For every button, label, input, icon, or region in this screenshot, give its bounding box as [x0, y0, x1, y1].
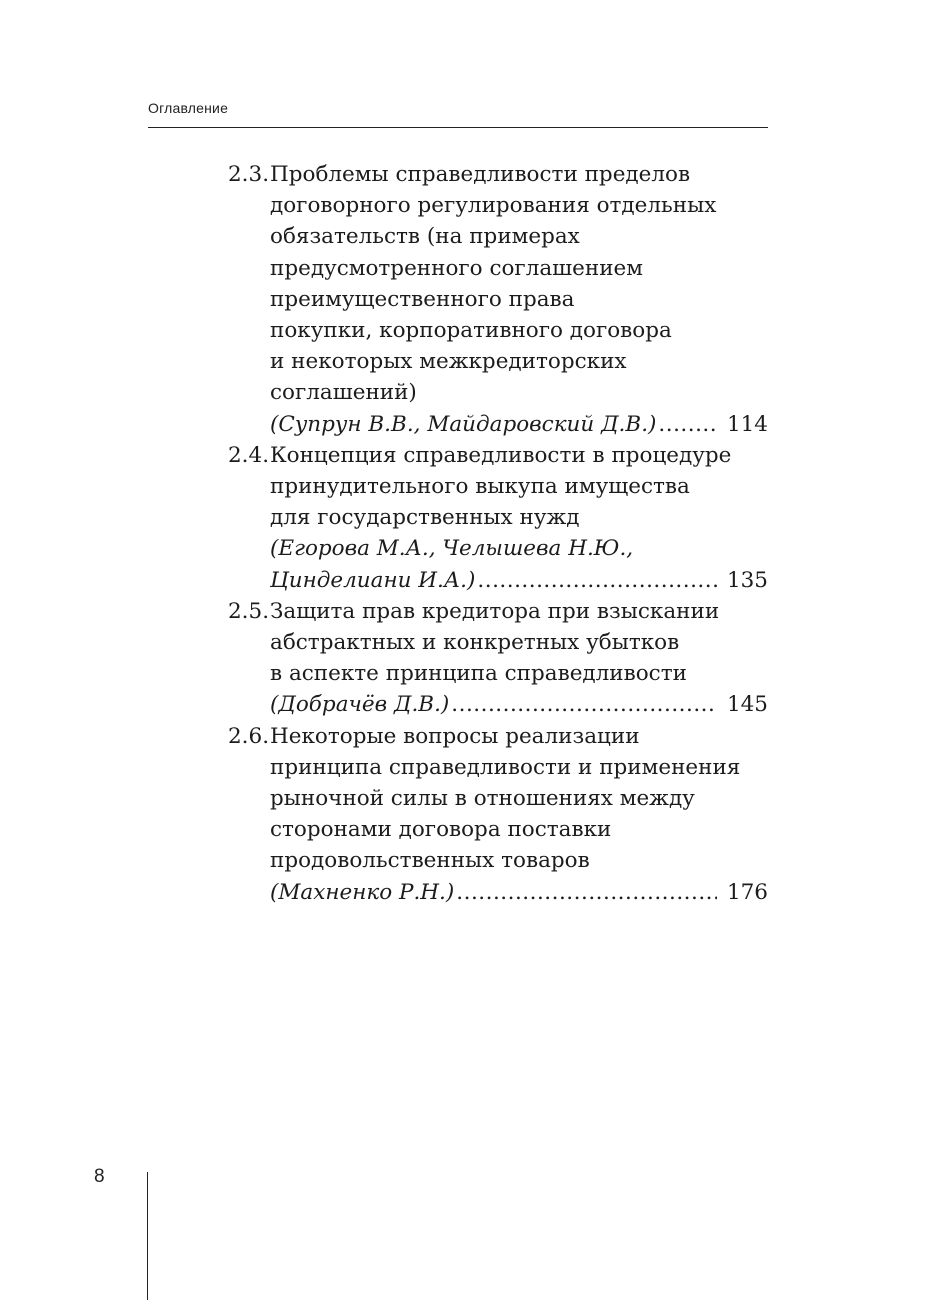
toc-entry-2-5[interactable] [228, 596, 768, 721]
dot-leader [658, 409, 717, 440]
toc-entry-page[interactable]: 176 [726, 879, 768, 905]
toc-entry-title-line: Концепция справедливости в процедуре [270, 442, 732, 468]
toc-entry-number: 2.3. [228, 162, 270, 187]
toc-entry-title-line: рыночной силы в отношениях между [270, 786, 695, 812]
toc-entry-title-line: для государственных нужд [270, 505, 580, 531]
toc-entry-title-line: покупки, корпоративного договора [270, 318, 672, 344]
footer-rule [147, 1172, 148, 1300]
toc-entry-number: 2.6. [228, 723, 270, 749]
toc-entry-page[interactable]: 135 [726, 567, 768, 593]
toc-entry-title-line: продовольственных товаров [270, 848, 590, 874]
toc-entry-number: 2.4. [228, 442, 270, 468]
toc-entry-title-line: абстрактных и конкретных убытков [270, 630, 680, 656]
toc-entry-2-6[interactable] [228, 721, 768, 908]
toc-entry-title-line: предусмотренного соглашением [270, 255, 643, 281]
toc-entry-2-4[interactable] [228, 440, 768, 596]
toc-entry-title-line: в аспекте принципа справедливости [270, 661, 687, 687]
toc-entry-title-line: преимущественного права [270, 286, 575, 312]
toc-entry-title-line: соглашений) [270, 380, 417, 406]
toc-entry-page[interactable]: 114 [726, 411, 768, 437]
toc-entry-title-line: принудительного выкупа имущества [270, 474, 690, 500]
toc-entry-page[interactable]: 145 [726, 692, 768, 718]
toc-entry-2-3[interactable] [228, 159, 768, 440]
page-number: 8 [94, 1166, 105, 1187]
toc-entry-leader-line [270, 409, 768, 440]
toc-entry-title-line: Некоторые вопросы реализации [270, 723, 640, 749]
dot-leader [451, 689, 717, 720]
toc-entry-authors: Цинделиани И.А.) [270, 567, 476, 593]
toc-entry-title-line: договорного регулирования отдельных [270, 193, 717, 219]
toc-entry-title-line: Проблемы справедливости пределов [270, 162, 691, 187]
table-of-contents [228, 159, 768, 908]
toc-entry-authors: (Махненко Р.Н.) [270, 879, 455, 905]
toc-entry-authors: (Добрачёв Д.В.) [270, 692, 450, 718]
toc-entry-title-line: принципа справедливости и применения [270, 754, 741, 780]
toc-entry-title-line: Защита прав кредитора при взыскании [270, 598, 720, 624]
toc-entry-title-line: и некоторых межкредиторских [270, 349, 627, 375]
dot-leader [477, 565, 717, 596]
dot-leader [456, 877, 717, 908]
header-rule [148, 127, 768, 128]
toc-entry-authors: (Супрун В.В., Майдаровский Д.В.) [270, 411, 657, 437]
toc-entry-leader-line [270, 689, 768, 720]
toc-entry-authors: (Егорова М.А., Челышева Н.Ю., [270, 536, 634, 562]
toc-entry-title-line: сторонами договора поставки [270, 817, 612, 843]
toc-entry-title-line: обязательств (на примерах [270, 224, 580, 250]
running-header: Оглавление [148, 100, 229, 116]
toc-entry-leader-line [270, 877, 768, 908]
toc-entry-number: 2.5. [228, 598, 270, 624]
toc-entry-leader-line [270, 565, 768, 596]
